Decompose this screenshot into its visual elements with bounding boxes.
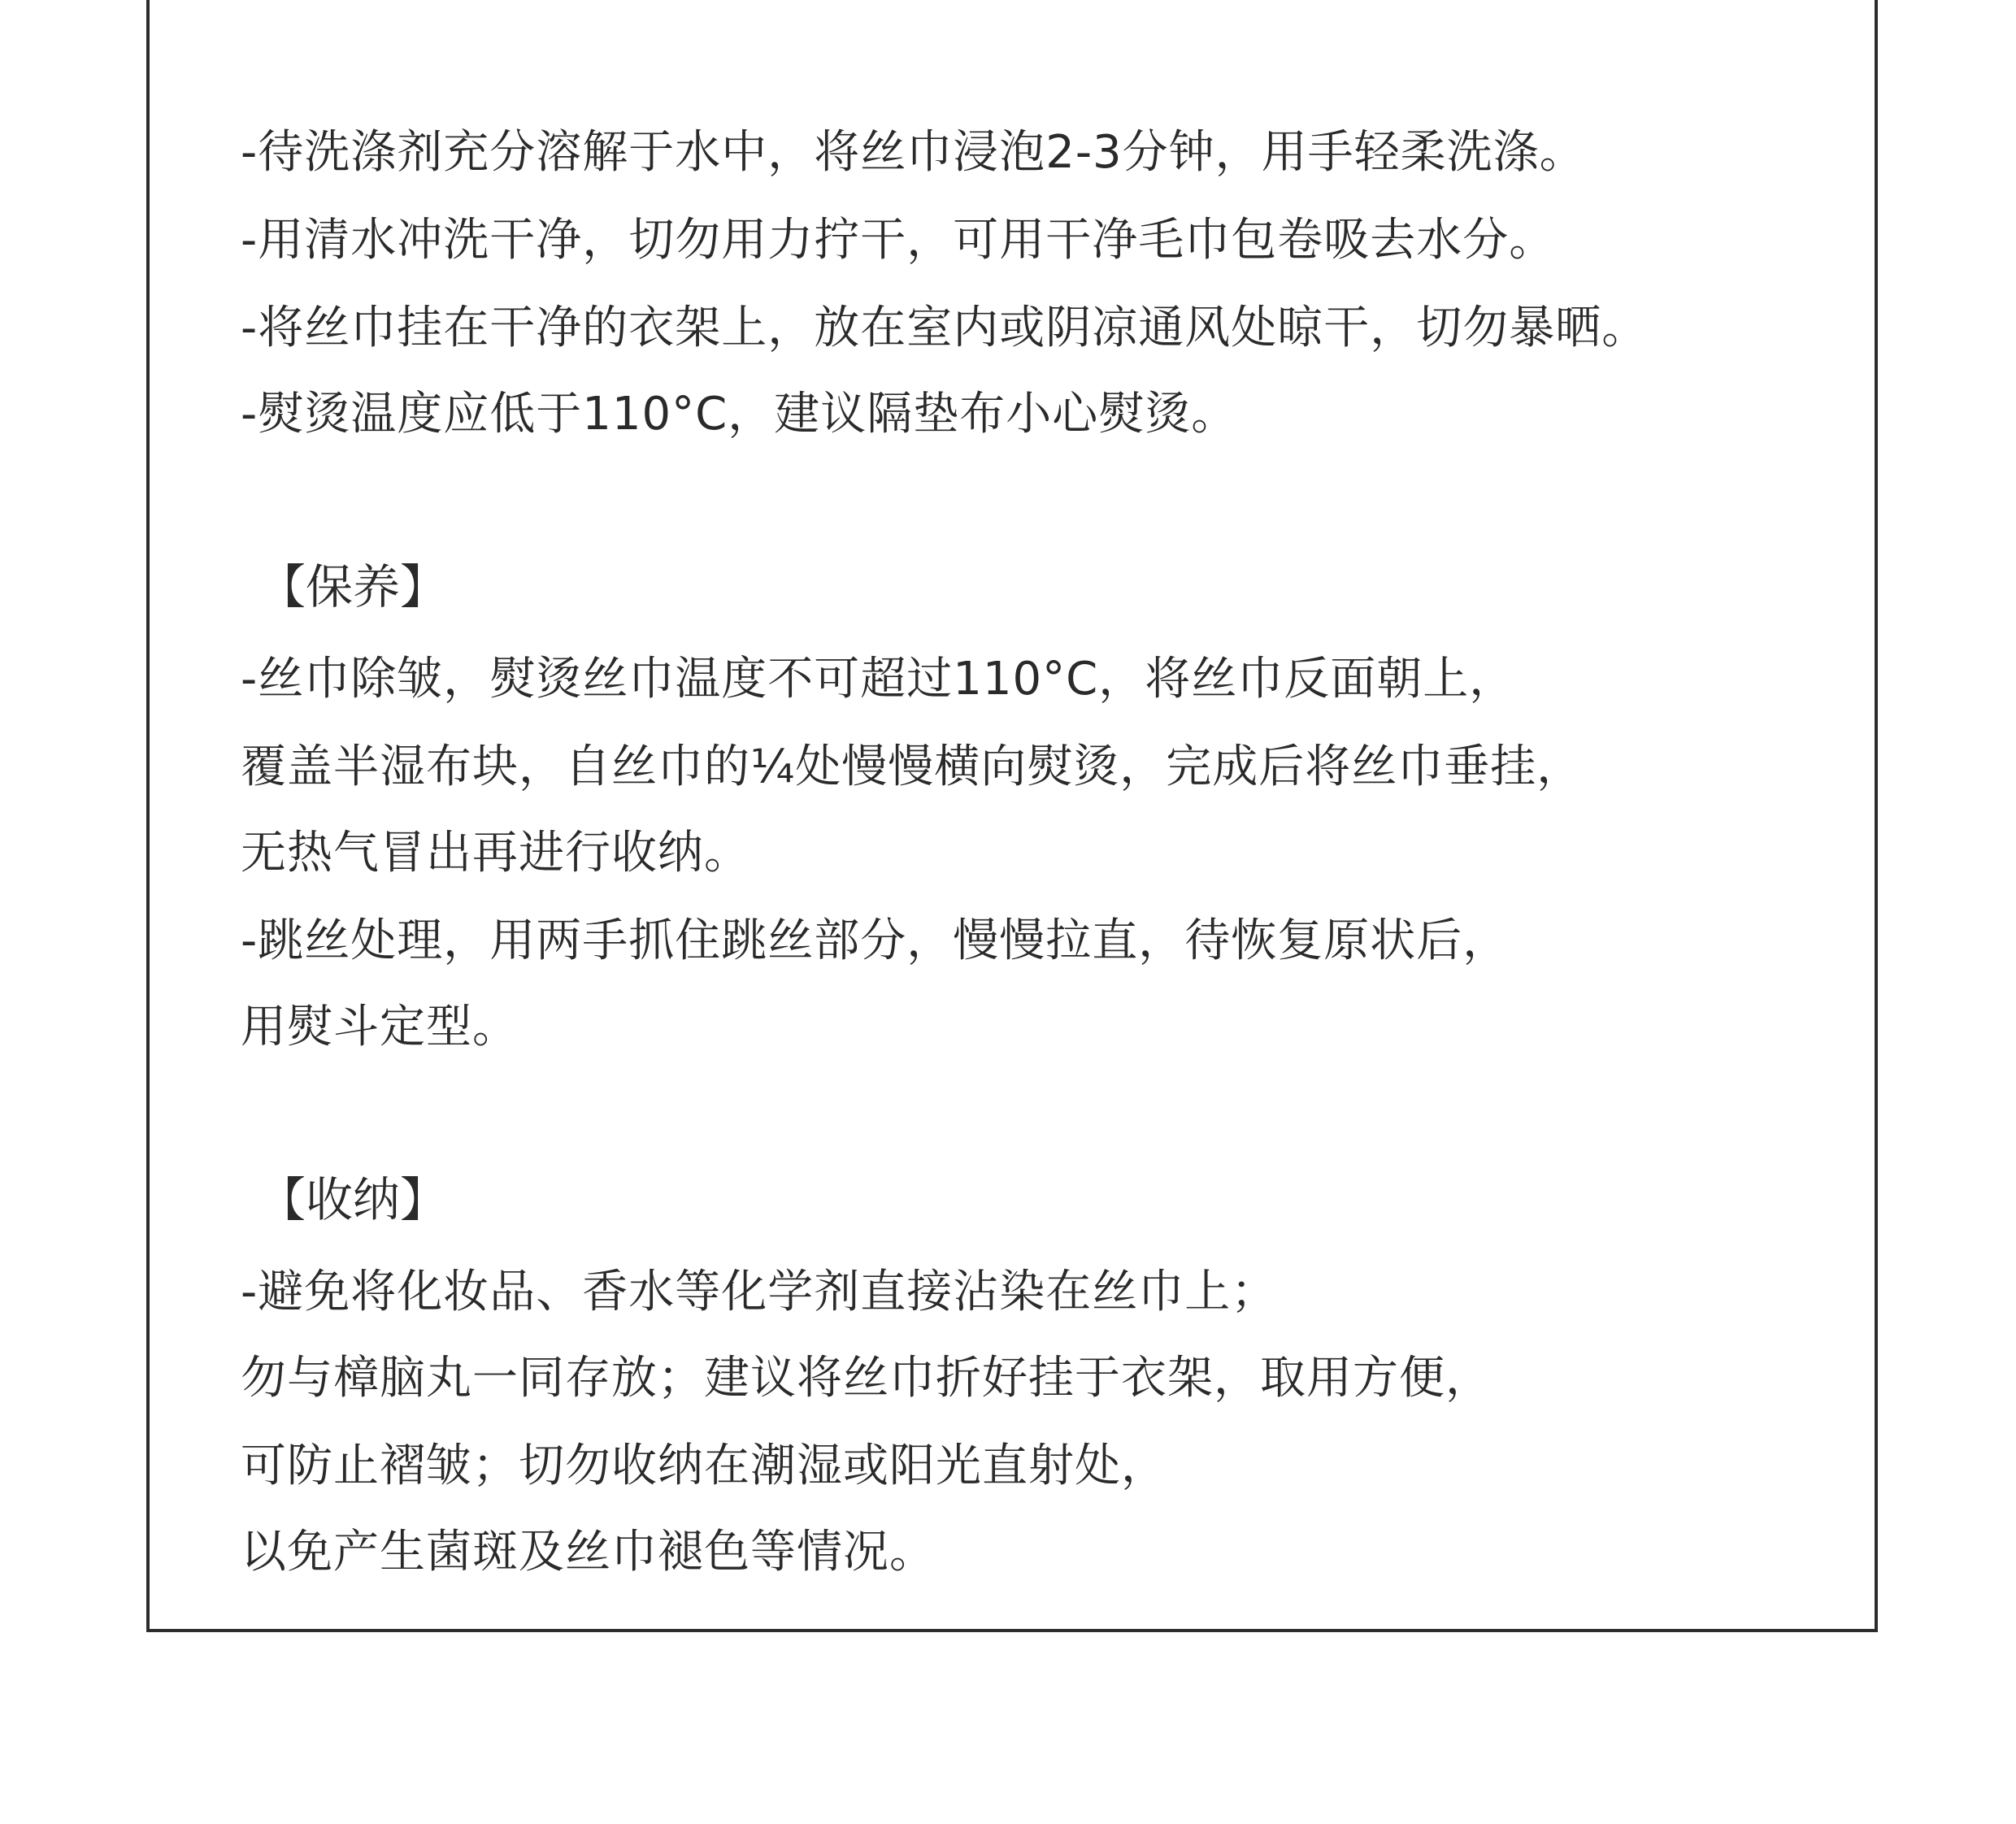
storage-line-2: 勿与樟脑丸一同存放；建议将丝巾折好挂于衣架，取用方便， <box>241 1352 1492 1405</box>
storage-line-1: -避免将化妆品、香水等化学剂直接沾染在丝巾上； <box>241 1266 1278 1318</box>
washing-line-3: -将丝巾挂在干净的衣架上，放在室内或阴凉通风处晾干，切勿暴晒。 <box>241 302 1649 354</box>
maintenance-line-5: 用熨斗定型。 <box>241 1001 519 1053</box>
washing-line-1: -待洗涤剂充分溶解于水中，将丝巾浸泡2-3分钟，用手轻柔洗涤。 <box>241 126 1586 179</box>
maintenance-line-3: 无热气冒出再进行收纳。 <box>241 827 750 879</box>
washing-line-4: -熨烫温度应低于110°C，建议隔垫布小心熨烫。 <box>241 388 1238 441</box>
maintenance-line-4: -跳丝处理，用两手抓住跳丝部分，慢慢拉直，待恢复原状后， <box>241 914 1510 967</box>
storage-heading: 【收纳】 <box>259 1172 448 1227</box>
storage-line-3: 可防止褶皱；切勿收纳在潮湿或阳光直射处， <box>241 1440 1167 1492</box>
storage-line-4: 以免产生菌斑及丝巾褪色等情况。 <box>241 1526 936 1579</box>
maintenance-line-1: -丝巾除皱，熨烫丝巾温度不可超过110°C，将丝巾反面朝上， <box>241 653 1516 706</box>
maintenance-line-2: 覆盖半湿布块，自丝巾的¼处慢慢横向熨烫，完成后将丝巾垂挂， <box>241 740 1584 793</box>
washing-line-2: -用清水冲洗干净，切勿用力拧干，可用干净毛巾包卷吸去水分。 <box>241 214 1556 267</box>
maintenance-heading: 【保养】 <box>259 559 448 615</box>
